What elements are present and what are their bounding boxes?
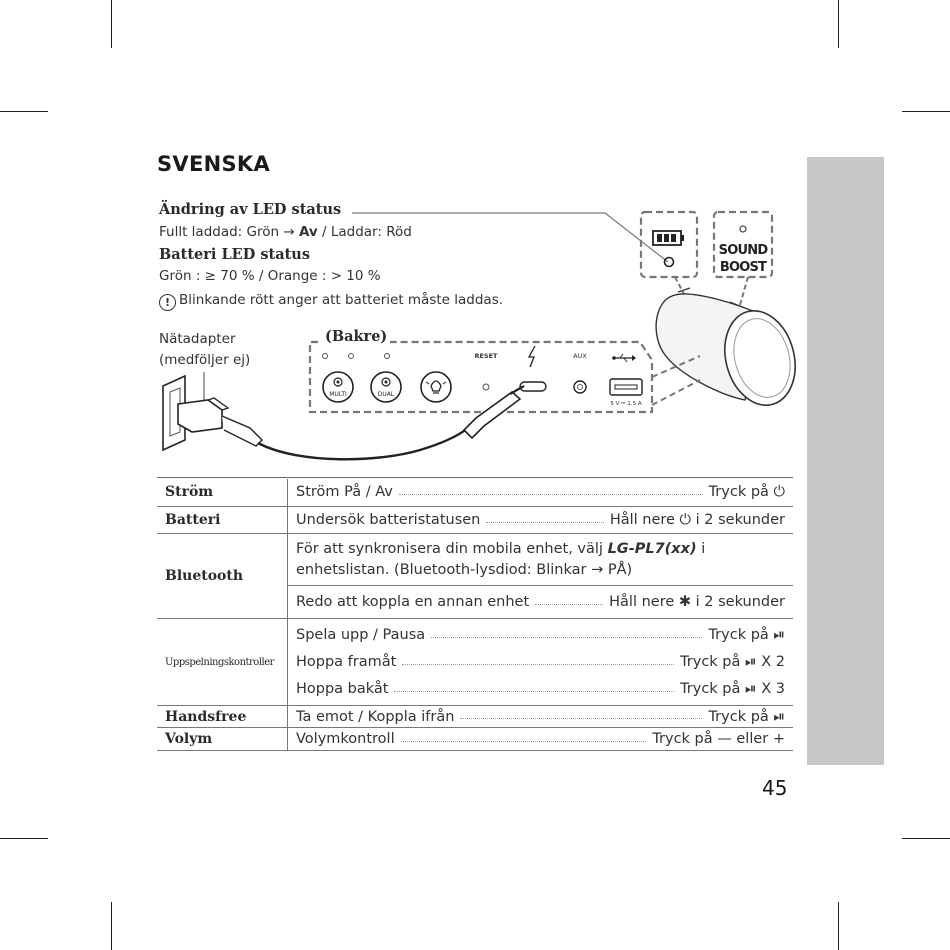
charging-cable <box>258 428 468 459</box>
warning-icon: ! <box>159 294 176 311</box>
battery-led-title: Batteri LED status <box>159 246 310 263</box>
adapter-label-2: (medföljer ej) <box>159 352 251 368</box>
crop-mark-bottom-left-h <box>0 838 48 839</box>
playback-cell <box>288 619 794 706</box>
table-row <box>157 479 793 507</box>
multi-label: MULTI <box>329 391 347 398</box>
back-label: (Bakre) <box>325 328 388 345</box>
handsfree-action: Tryck på ⏯ <box>708 708 785 725</box>
table-row <box>157 534 793 586</box>
bluetooth-reconnect-cell <box>288 586 794 619</box>
bt-sync-line2: enhetslistan. (Bluetooth-lysdiod: Blinkar → PÅ) <box>296 561 633 578</box>
category-bluetooth: Bluetooth <box>157 534 288 619</box>
table-row <box>157 507 793 534</box>
volume-desc: Volymkontroll <box>296 731 395 747</box>
battery-icon <box>653 231 684 245</box>
category-playback: Uppspelningskontroller <box>157 619 288 706</box>
battery-cell <box>288 507 794 534</box>
led-change-title: Ändring av LED status <box>159 201 342 218</box>
category-battery: Batteri <box>157 507 288 534</box>
speaker-diagram <box>0 0 950 470</box>
sound-boost-led <box>740 226 746 232</box>
table-row <box>157 706 793 728</box>
play-desc: Spela upp / Pausa <box>296 626 426 643</box>
crop-mark-bottom-right-v <box>838 902 839 950</box>
play-action: Tryck på ⏯ <box>708 626 785 643</box>
led-change-text-a: Fullt laddad: Grön → <box>159 224 299 240</box>
table-row <box>157 619 793 706</box>
volume-action: Tryck på — eller + <box>652 731 785 747</box>
battery-action: Håll nere ⏻ i 2 sekunder <box>609 512 785 528</box>
multi-button <box>323 372 353 402</box>
cable-plug <box>464 392 520 438</box>
usb-spec-label: 5 V ⎓ 1.5 A <box>610 401 642 407</box>
speaker-body <box>656 288 805 413</box>
page-number: 45 <box>762 776 788 800</box>
bt-sync-a: För att synkronisera din mobila enhet, välj <box>296 540 608 557</box>
volume-cell <box>288 728 794 751</box>
battery-led-text: Grön : ≥ 70 % / Orange : > 10 % <box>159 268 381 284</box>
table-row <box>157 728 793 751</box>
bt-sync-model: LG-PL7(xx) <box>607 540 697 557</box>
handsfree-desc: Ta emot / Koppla ifrån <box>296 708 455 725</box>
dual-button <box>371 372 401 402</box>
warning-text: Blinkande rött anger att batteriet måste laddas. <box>179 292 504 308</box>
power-cell <box>288 479 794 507</box>
power-action: Tryck på ⏻ <box>708 484 785 501</box>
reset-pinhole <box>483 384 489 390</box>
sound-boost-label-2: BOOST <box>719 260 767 275</box>
prev-desc: Hoppa bakåt <box>296 680 389 697</box>
reset-label: RESET <box>474 352 498 360</box>
category-power: Ström <box>157 479 288 507</box>
usb-icon <box>612 354 636 362</box>
sound-boost-label-1: SOUND <box>718 243 768 258</box>
power-desc: Ström På / Av <box>296 484 393 501</box>
power-adapter <box>163 376 262 450</box>
crop-mark-bottom-right-h <box>902 838 950 839</box>
light-button <box>421 372 451 402</box>
aux-label: AUX <box>573 352 587 360</box>
led-change-text-b: / Laddar: Röd <box>317 224 412 240</box>
next-action: Tryck på ⏯ X 2 <box>680 653 785 670</box>
battery-led-dot <box>665 258 674 267</box>
category-handsfree: Handsfree <box>157 706 288 728</box>
handsfree-cell <box>288 706 794 728</box>
aux-port <box>574 381 586 393</box>
bt-reconnect-action: Håll nere ✱ i 2 sekunder <box>609 594 785 610</box>
dual-label: DUAL <box>377 391 395 398</box>
page-title: SVENSKA <box>157 152 271 176</box>
bluetooth-sync-cell <box>288 534 794 586</box>
crop-mark-bottom-left-v <box>111 902 112 950</box>
bt-sync-b: i <box>696 540 706 557</box>
bt-reconnect-desc: Redo att koppla en annan enhet <box>296 594 530 610</box>
led-pointer-line <box>352 213 668 262</box>
power-in-icon <box>529 346 535 367</box>
function-table <box>157 477 793 751</box>
battery-desc: Undersök batteristatusen <box>296 512 481 528</box>
prev-action: Tryck på ⏯ X 3 <box>680 680 785 697</box>
next-desc: Hoppa framåt <box>296 653 397 670</box>
led-change-text-bold: Av <box>298 224 318 240</box>
adapter-label-1: Nätadapter <box>159 331 236 347</box>
category-volume: Volym <box>157 728 288 751</box>
